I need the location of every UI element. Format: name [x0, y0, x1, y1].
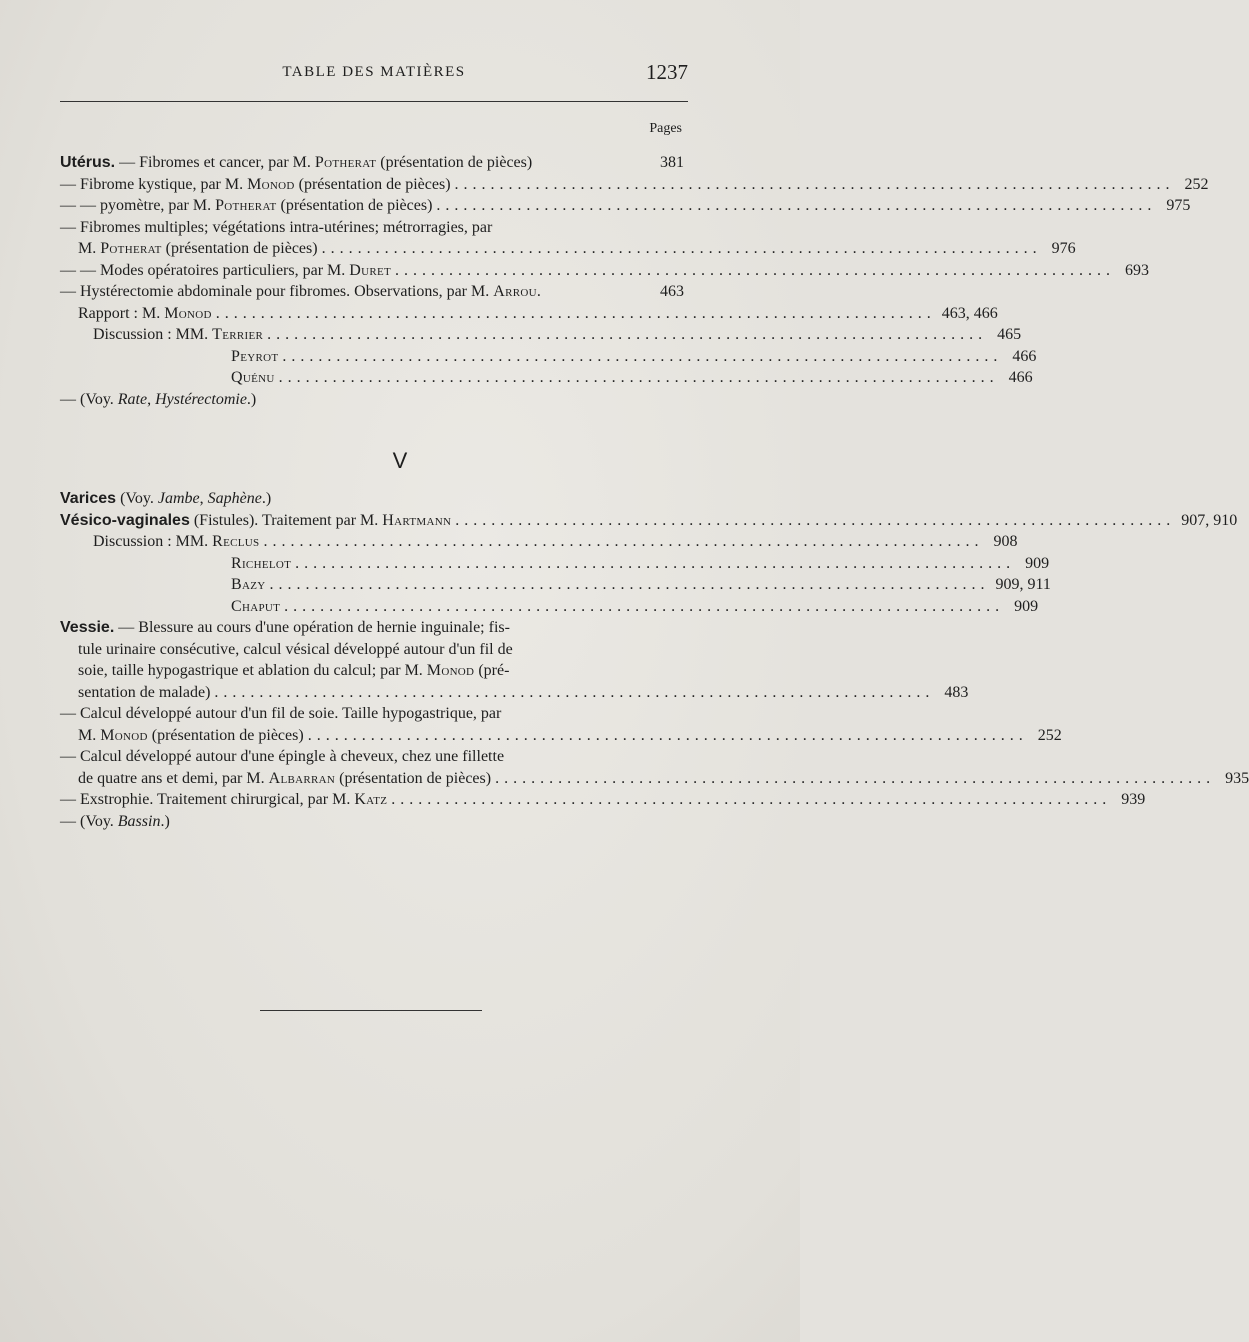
index-entry	[60, 174, 1209, 196]
entry-text: Bazy	[231, 576, 266, 593]
header-rule	[60, 101, 688, 102]
dot-leader: ................................................................................	[321, 240, 1042, 257]
entry-page: 252	[1037, 726, 1062, 744]
entry-text: — Fibromes multiples; végétations intra-utérines; métrorragies, par	[60, 218, 493, 236]
dot-leader: ................................................................................	[263, 533, 984, 550]
page-header	[60, 62, 688, 86]
entry-page: 693	[1125, 261, 1150, 279]
index-entry	[60, 703, 684, 725]
index-entry	[60, 553, 1050, 575]
entry-text: Vessie. — Blessure au cours d'une opération de hernie inguinale; fis-	[60, 619, 510, 636]
index-entry	[60, 574, 1051, 596]
index-entry	[60, 152, 684, 174]
entry-text: — (Voy. Rate, Hystérectomie.)	[60, 390, 257, 408]
entry-text: tule urinaire consécutive, calcul vésical développé autour d'un fil de	[78, 640, 513, 658]
dot-leader: ................................................................................	[284, 597, 1005, 615]
index-entry	[60, 281, 684, 303]
entry-text: M. Monod (présentation de pièces)	[78, 726, 304, 744]
dot-leader: ................................................................................	[278, 369, 999, 386]
entry-page: 907, 910	[1181, 511, 1238, 529]
dot-leader: ................................................................................	[214, 683, 935, 701]
index-entry	[60, 811, 684, 833]
entry-page: 465	[997, 326, 1022, 343]
dot-leader: ................................................................................	[215, 304, 936, 322]
entry-page: 909	[1025, 554, 1050, 572]
index-entry	[60, 488, 684, 510]
index-entry	[60, 217, 684, 239]
entry-text: Discussion : MM. Reclus	[93, 533, 260, 550]
index-entry	[60, 531, 1018, 553]
page-number: 1237	[646, 60, 688, 84]
index-entry	[60, 596, 1039, 618]
index-entry	[60, 510, 1238, 532]
end-rule	[260, 1010, 482, 1011]
entry-page: 252	[1184, 175, 1209, 193]
entry-page: 466	[1008, 369, 1033, 386]
dot-leader: ................................................................................	[307, 726, 1028, 744]
entry-page: 381	[660, 154, 684, 171]
entry-page: 463	[660, 283, 684, 300]
index-entry	[60, 789, 1146, 811]
index-entry	[60, 303, 998, 325]
entry-text: sentation de malade)	[78, 683, 211, 701]
entry-text: — Fibrome kystique, par M. Monod (présentation de pièces)	[60, 175, 451, 193]
index-entry	[60, 660, 684, 682]
entry-text: — (Voy. Bassin.)	[60, 812, 170, 830]
entry-text: Richelot	[231, 554, 292, 572]
index-entry	[60, 260, 1150, 282]
entry-text: Rapport : M. Monod	[78, 304, 212, 322]
entry-text: de quatre ans et demi, par M. Albarran (présentation de pièces)	[78, 769, 492, 787]
index-entry	[60, 389, 684, 411]
entry-text: Peyrot	[231, 347, 279, 365]
index-section-u	[60, 152, 1209, 410]
entry-text: Varices (Voy. Jambe, Saphène.)	[60, 490, 272, 507]
entry-page: 466	[1012, 347, 1037, 365]
index-entry	[60, 617, 684, 639]
entry-text: — Calcul développé autour d'une épingle à cheveux, chez une fillette	[60, 748, 505, 765]
entry-page: 483	[944, 683, 969, 701]
index-entry	[60, 238, 1076, 260]
dot-leader: ................................................................................	[436, 197, 1157, 214]
index-entry	[60, 639, 684, 661]
dot-leader: ................................................................................	[454, 175, 1175, 193]
index-entry	[60, 195, 1191, 217]
dot-leader: ................................................................................	[395, 261, 1116, 279]
entry-page: 908	[993, 533, 1018, 550]
section-letter: V	[392, 448, 408, 473]
entry-text: — — pyomètre, par M. Potherat (présentation de pièces)	[60, 197, 433, 214]
entry-text: Discussion : MM. Terrier	[93, 326, 264, 343]
running-title: TABLE DES MATIÈRES	[282, 64, 466, 80]
entry-text: — Calcul développé autour d'un fil de soie. Taille hypogastrique, par	[60, 705, 502, 722]
entry-text: Utérus. — Fibromes et cancer, par M. Potherat (présentation de pièces)	[60, 154, 533, 171]
entry-page: 463, 466	[941, 304, 998, 322]
entry-text: soie, taille hypogastrique et ablation du calcul; par M. Monod (pré-	[78, 662, 510, 679]
entry-text: M. Potherat (présentation de pièces)	[78, 240, 318, 257]
index-entry	[60, 367, 1033, 389]
entry-text: Vésico-vaginales (Fistules). Traitement par M. Hartmann	[60, 511, 452, 529]
dot-leader: ................................................................................	[282, 347, 1003, 365]
entry-text: — Exstrophie. Traitement chirurgical, par M. Katz	[60, 791, 388, 808]
entry-page: 909	[1014, 597, 1039, 615]
entry-page: 935	[1225, 769, 1249, 787]
entry-page: 976	[1051, 240, 1076, 257]
index-section-v	[60, 488, 1249, 832]
index-entry	[60, 768, 1249, 790]
index-entry	[60, 725, 1062, 747]
entry-page: 975	[1166, 197, 1191, 214]
dot-leader: ................................................................................	[269, 576, 990, 593]
index-entry	[60, 746, 684, 768]
index-entry	[60, 682, 969, 704]
entry-page: 909, 911	[995, 576, 1051, 593]
index-entry	[60, 324, 1022, 346]
dot-leader: ................................................................................	[391, 791, 1112, 808]
entry-page: 939	[1121, 791, 1146, 808]
entry-text: — Hystérectomie abdominale pour fibromes. Observations, par M. Arrou.	[60, 283, 541, 300]
dot-leader: ................................................................................	[495, 769, 1216, 787]
entry-text: Chaput	[231, 597, 281, 615]
index-entry	[60, 346, 1037, 368]
dot-leader: ................................................................................	[267, 326, 988, 343]
dot-leader: ................................................................................	[295, 554, 1016, 572]
pages-column-label: Pages	[649, 121, 682, 136]
dot-leader: ................................................................................	[455, 511, 1176, 529]
entry-text: Quénu	[231, 369, 275, 386]
entry-text: — — Modes opératoires particuliers, par M. Duret	[60, 261, 392, 279]
